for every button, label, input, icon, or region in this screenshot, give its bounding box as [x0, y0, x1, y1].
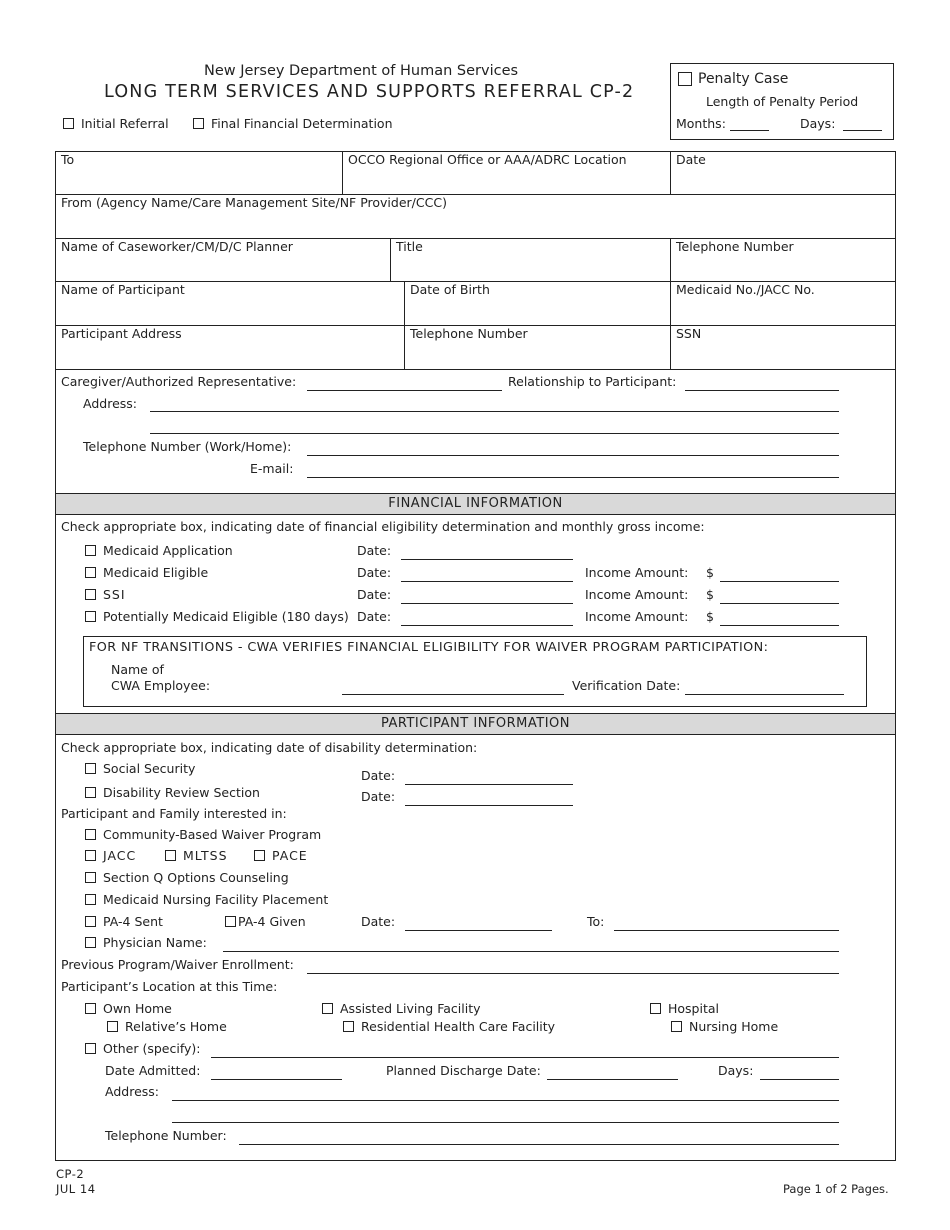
- penalty-months-field[interactable]: [730, 130, 769, 131]
- occo-field[interactable]: OCCO Regional Office or AAA/ADRC Location: [348, 152, 627, 167]
- relatives-home-checkbox[interactable]: [107, 1021, 118, 1032]
- verification-date-input[interactable]: [685, 694, 844, 695]
- potentially-eligible-income[interactable]: [720, 625, 839, 626]
- location-telephone-label: Telephone Number:: [105, 1128, 227, 1143]
- pace-label: PACE: [272, 848, 308, 863]
- disability-review-label: Disability Review Section: [103, 785, 260, 800]
- ssn-field[interactable]: SSN: [676, 326, 702, 341]
- penalty-days-label: Days:: [800, 116, 836, 131]
- form-title: LONG TERM SERVICES AND SUPPORTS REFERRAL CP-2: [104, 82, 635, 102]
- social-security-date[interactable]: [405, 784, 573, 785]
- penalty-months-label: Months:: [676, 116, 726, 131]
- caseworker-field[interactable]: Name of Caseworker/CM/D/C Planner: [61, 239, 293, 254]
- location-address-label: Address:: [105, 1084, 159, 1099]
- own-home-checkbox[interactable]: [85, 1003, 96, 1014]
- date-admitted-input[interactable]: [211, 1079, 342, 1080]
- disability-review-checkbox[interactable]: [85, 787, 96, 798]
- verification-date-label: Verification Date:: [572, 678, 681, 693]
- medicaid-application-checkbox[interactable]: [85, 545, 96, 556]
- hospital-label: Hospital: [668, 1001, 720, 1016]
- financial-date-label: Date:: [357, 587, 392, 602]
- physician-label: Physician Name:: [103, 935, 207, 950]
- pa4-to-input[interactable]: [614, 930, 839, 931]
- initial-referral-checkbox[interactable]: [63, 118, 74, 129]
- potentially-eligible-checkbox[interactable]: [85, 611, 96, 622]
- section-q-checkbox[interactable]: [85, 872, 96, 883]
- disability-review-date[interactable]: [405, 805, 573, 806]
- nursing-home-label: Nursing Home: [689, 1019, 779, 1034]
- dollar-sign: $: [706, 565, 714, 580]
- to-field[interactable]: To: [61, 152, 75, 167]
- medicaid-no-field[interactable]: Medicaid No./JACC No.: [676, 282, 815, 297]
- previous-enrollment-label: Previous Program/Waiver Enrollment:: [61, 957, 294, 972]
- days-input[interactable]: [760, 1079, 839, 1080]
- ssi-checkbox[interactable]: [85, 589, 96, 600]
- footer-revision: JUL 14: [56, 1182, 96, 1196]
- from-field[interactable]: From (Agency Name/Care Management Site/NF Provider/CCC): [61, 195, 447, 210]
- hospital-checkbox[interactable]: [650, 1003, 661, 1014]
- dob-field[interactable]: Date of Birth: [410, 282, 490, 297]
- location-label: Participant’s Location at this Time:: [61, 979, 278, 994]
- financial-heading: FINANCIAL INFORMATION: [56, 493, 895, 515]
- medicaid-eligible-label: Medicaid Eligible: [103, 565, 209, 580]
- pa4-sent-label: PA-4 Sent: [103, 914, 163, 929]
- potentially-eligible-date[interactable]: [401, 625, 573, 626]
- ssi-date[interactable]: [401, 603, 573, 604]
- caregiver-phone-label: Telephone Number (Work/Home):: [83, 439, 292, 454]
- caregiver-email-label: E-mail:: [250, 461, 294, 476]
- potentially-eligible-label: Potentially Medicaid Eligible (180 days): [103, 609, 349, 624]
- initial-referral-label: Initial Referral: [81, 116, 169, 131]
- relatives-home-label: Relative’s Home: [125, 1019, 227, 1034]
- title-field[interactable]: Title: [396, 239, 423, 254]
- caregiver-input[interactable]: [307, 390, 502, 391]
- pa4-to-label: To:: [587, 914, 605, 929]
- mltss-label: MLTSS: [183, 848, 228, 863]
- planned-discharge-input[interactable]: [547, 1079, 678, 1080]
- pa4-date-input[interactable]: [405, 930, 552, 931]
- physician-checkbox[interactable]: [85, 937, 96, 948]
- medicaid-application-date[interactable]: [401, 559, 573, 560]
- final-financial-checkbox[interactable]: [193, 118, 204, 129]
- nursing-placement-label: Medicaid Nursing Facility Placement: [103, 892, 329, 907]
- income-amount-label: Income Amount:: [585, 587, 689, 602]
- residential-label: Residential Health Care Facility: [361, 1019, 556, 1034]
- community-waiver-label: Community-Based Waiver Program: [103, 827, 322, 842]
- penalty-days-field[interactable]: [843, 130, 882, 131]
- disability-instruction: Check appropriate box, indicating date of disability determination:: [61, 740, 478, 755]
- disability-date-label: Date:: [361, 789, 396, 804]
- pa4-date-label: Date:: [361, 914, 396, 929]
- medicaid-eligible-income[interactable]: [720, 581, 839, 582]
- pa4-sent-checkbox[interactable]: [85, 916, 96, 927]
- income-amount-label: Income Amount:: [585, 609, 689, 624]
- participant-heading: PARTICIPANT INFORMATION: [56, 713, 895, 735]
- dollar-sign: $: [706, 609, 714, 624]
- planned-discharge-label: Planned Discharge Date:: [386, 1063, 541, 1078]
- days-label: Days:: [718, 1063, 754, 1078]
- date-field[interactable]: Date: [676, 152, 706, 167]
- relationship-label: Relationship to Participant:: [508, 374, 677, 389]
- medicaid-eligible-checkbox[interactable]: [85, 567, 96, 578]
- own-home-label: Own Home: [103, 1001, 172, 1016]
- caregiver-address-input[interactable]: [150, 411, 839, 412]
- caregiver-address-label: Address:: [83, 396, 137, 411]
- participant-address-field[interactable]: Participant Address: [61, 326, 182, 341]
- social-security-label: Social Security: [103, 761, 196, 776]
- financial-date-label: Date:: [357, 543, 392, 558]
- disability-date-label: Date:: [361, 768, 396, 783]
- other-checkbox[interactable]: [85, 1043, 96, 1054]
- agency-name: New Jersey Department of Human Services: [204, 63, 519, 79]
- penalty-length-label: Length of Penalty Period: [706, 94, 859, 109]
- financial-instruction: Check appropriate box, indicating date of financial eligibility determination and monthly gross income:: [61, 519, 705, 534]
- location-telephone-input[interactable]: [239, 1144, 839, 1145]
- final-financial-label: Final Financial Determination: [211, 116, 393, 131]
- footer-page-number: Page 1 of 2 Pages.: [783, 1182, 889, 1196]
- interested-label: Participant and Family interested in:: [61, 806, 287, 821]
- participant-name-field[interactable]: Name of Participant: [61, 282, 185, 297]
- assisted-living-checkbox[interactable]: [322, 1003, 333, 1014]
- caregiver-email-input[interactable]: [307, 477, 839, 478]
- caregiver-phone-input[interactable]: [307, 455, 839, 456]
- ssi-income[interactable]: [720, 603, 839, 604]
- jacc-label: JACC: [103, 848, 137, 863]
- section-q-label: Section Q Options Counseling: [103, 870, 289, 885]
- assisted-living-label: Assisted Living Facility: [340, 1001, 481, 1016]
- penalty-case-checkbox[interactable]: [678, 72, 692, 86]
- location-address-input-2[interactable]: [172, 1122, 839, 1123]
- other-input[interactable]: [211, 1057, 839, 1058]
- location-address-input[interactable]: [172, 1100, 839, 1101]
- nf-transitions-title: FOR NF TRANSITIONS - CWA VERIFIES FINANCIAL ELIGIBILITY FOR WAIVER PROGRAM PARTICIPATION:: [89, 640, 769, 655]
- pa4-given-checkbox[interactable]: [225, 916, 236, 927]
- participant-phone-field[interactable]: Telephone Number: [410, 326, 528, 341]
- pace-checkbox[interactable]: [254, 850, 265, 861]
- social-security-checkbox[interactable]: [85, 763, 96, 774]
- telephone-field[interactable]: Telephone Number: [676, 239, 794, 254]
- nursing-placement-checkbox[interactable]: [85, 894, 96, 905]
- jacc-checkbox[interactable]: [85, 850, 96, 861]
- income-amount-label: Income Amount:: [585, 565, 689, 580]
- caregiver-address-input-2[interactable]: [150, 433, 839, 434]
- cwa-name-label-1: Name of: [111, 662, 164, 677]
- mltss-checkbox[interactable]: [165, 850, 176, 861]
- ssi-label: SSI: [103, 587, 126, 602]
- physician-input[interactable]: [223, 951, 839, 952]
- caregiver-label: Caregiver/Authorized Representative:: [61, 374, 297, 389]
- relationship-input[interactable]: [685, 390, 839, 391]
- other-label: Other (specify):: [103, 1041, 201, 1056]
- pa4-given-label: PA-4 Given: [238, 914, 306, 929]
- dollar-sign: $: [706, 587, 714, 602]
- cwa-employee-input[interactable]: [342, 694, 564, 695]
- date-admitted-label: Date Admitted:: [105, 1063, 201, 1078]
- financial-date-label: Date:: [357, 565, 392, 580]
- previous-enrollment-input[interactable]: [307, 973, 839, 974]
- medicaid-application-label: Medicaid Application: [103, 543, 233, 558]
- medicaid-eligible-date[interactable]: [401, 581, 573, 582]
- penalty-case-label: Penalty Case: [698, 71, 789, 87]
- financial-date-label: Date:: [357, 609, 392, 624]
- cwa-name-label-2: CWA Employee:: [111, 678, 211, 693]
- residential-checkbox[interactable]: [343, 1021, 354, 1032]
- footer-form-id: CP-2: [56, 1167, 85, 1181]
- community-waiver-checkbox[interactable]: [85, 829, 96, 840]
- nursing-home-checkbox[interactable]: [671, 1021, 682, 1032]
